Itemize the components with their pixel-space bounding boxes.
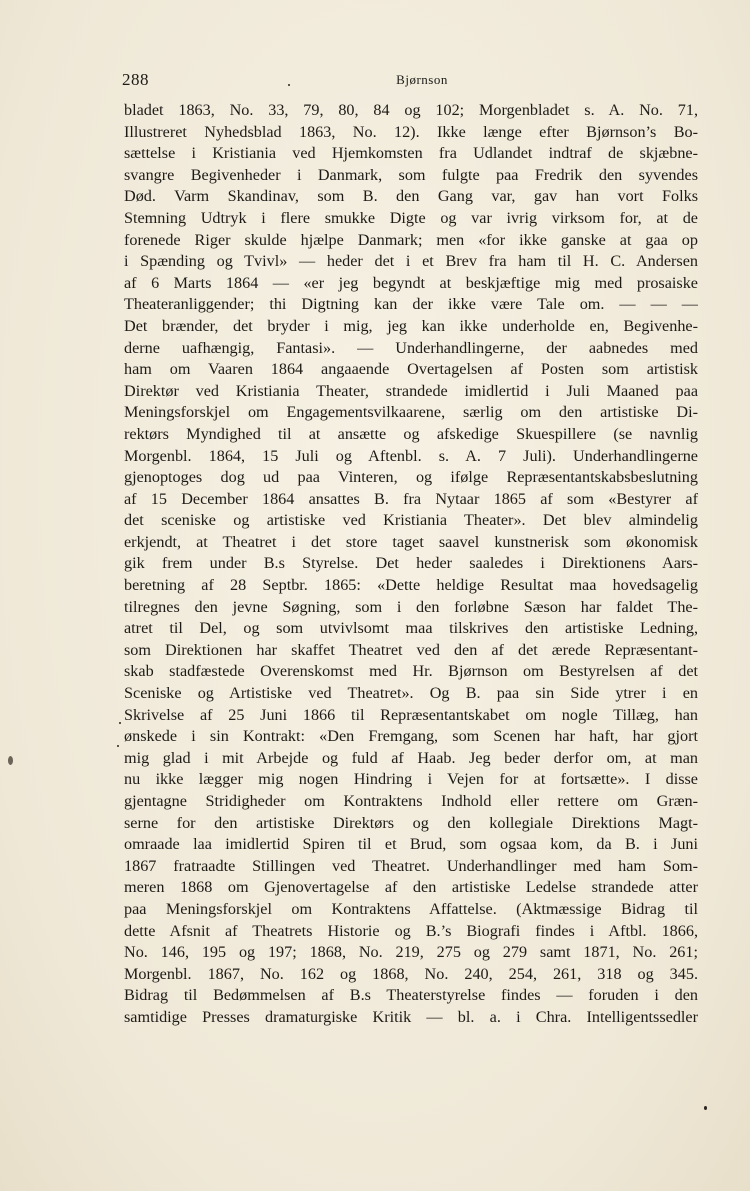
text-line: gjenoptoges dog ud paa Vinteren, og ifølge Repræsentantskabsbeslutning: [124, 468, 698, 487]
running-title: Bjørnson: [396, 72, 448, 87]
text-line: Sceniske og Artistiske ved Theatret». Og B. paa sin Side ytrer i en: [124, 684, 698, 703]
print-speck: [117, 745, 119, 747]
text-line: forenede Riger skulde hjælpe Danmark; men «for ikke ganske at gaa op: [124, 230, 698, 249]
text-line: paa Meningsforskjel om Kontraktens Affattelse. (Aktmæssige Bidrag til: [124, 899, 698, 918]
text-line: serne for den artistiske Direktørs og den kollegiale Direktions Magt-: [124, 813, 698, 832]
print-speck: [288, 84, 290, 86]
print-speck: [704, 1106, 707, 1110]
text-line: Stemning Udtryk i flere smukke Digte og var ivrig virksom for, at de: [124, 208, 698, 227]
text-line: erkjendt, at Theatret i det store taget saavel kunstnerisk som økonomisk: [124, 532, 698, 551]
text-line: af 15 December 1864 ansattes B. fra Nytaar 1865 af som «Bestyrer af: [124, 489, 698, 508]
text-line: meren 1868 om Gjenovertagelse af den artistiske Ledelse strandede atter: [124, 878, 698, 897]
text-line: Skrivelse af 25 Juni 1866 til Repræsentantskabet om nogle Tillæg, han: [124, 705, 698, 724]
text-line: ønskede i sin Kontrakt: «Den Fremgang, som Scenen har haft, har gjort: [124, 727, 698, 746]
text-line: Direktør ved Kristiania Theater, strandede imidlertid i Juli Maaned paa: [124, 381, 698, 400]
page-header: [122, 70, 698, 94]
text-line: Morgenbl. 1867, No. 162 og 1868, No. 240, 254, 261, 318 og 345.: [124, 964, 698, 983]
text-line: ham om Vaaren 1864 angaaende Overtagelsen af Posten som artistisk: [124, 360, 698, 379]
text-line: bladet 1863, No. 33, 79, 80, 84 og 102; Morgenbladet s. A. No. 71,: [124, 101, 698, 119]
text-line: gjentagne Stridigheder om Kontraktens Indhold eller rettere om Græn-: [124, 792, 698, 810]
body-text: [124, 100, 698, 1029]
text-line: skab stadfæstede Overenskomst med Hr. Bjørnson om Bestyrelsen af det: [124, 662, 698, 681]
print-speck: [8, 756, 13, 765]
text-line: Bidrag til Bedømmelsen af B.s Theaterstyrelse findes — foruden i den: [124, 986, 698, 1005]
text-line: mig glad i mit Arbejde og fuld af Haab. Jeg beder derfor om, at man: [124, 748, 698, 767]
text-line: Meningsforskjel om Engagementsvilkaarene, særlig om den artistiske Di-: [124, 403, 698, 422]
text-line: omraade laa imidlertid Spiren til et Brud, som ogsaa kom, da B. i Juni: [124, 835, 698, 854]
text-line: Død. Varm Skandinav, som B. den Gang var, gav han vort Folks: [124, 187, 698, 206]
text-line: Theateranliggender; thi Digtning kan der ikke være Tale om. — — —: [124, 295, 698, 314]
text-line: gik frem under B.s Styrelse. Det heder saaledes i Direktionens Aars-: [124, 554, 698, 573]
text-line: dette Afsnit af Theatrets Historie og B.’s Biografi findes i Aftbl. 1866,: [124, 921, 698, 940]
text-line: atret til Del, og som utvivlsomt maa tilskrives den artistiske Ledning,: [124, 619, 698, 638]
text-line: som Direktionen har skaffet Theatret ved den af det ærede Repræsentant-: [124, 640, 698, 659]
text-line: svangre Begivenheder i Danmark, som fulgte paa Fredrik den syvendes: [124, 165, 698, 184]
text-line: No. 146, 195 og 197; 1868, No. 219, 275 og 279 samt 1871, No. 261;: [124, 943, 698, 962]
text-line: Det brænder, det bryder i mig, jeg kan ikke underholde en, Begivenhe-: [124, 316, 698, 335]
print-speck: [119, 722, 121, 724]
text-line: i Spænding og Tvivl» — heder det i et Brev fra ham til H. C. Andersen: [124, 252, 698, 271]
text-line: af 6 Marts 1864 — «er jeg begyndt at beskjæftige mig med prosaiske: [124, 273, 698, 292]
text-line: nu ikke lægger mig nogen Hindring i Vejen for at fortsætte». I disse: [124, 770, 698, 789]
text-line: 1867 fratraadte Stillingen ved Theatret. Underhandlinger med ham Som-: [124, 856, 698, 875]
text-line: derne uafhængig, Fantasi». — Underhandlingerne, der aabnedes med: [124, 338, 698, 357]
text-line: tilregnes den jevne Søgning, som i den forløbne Sæson har faldet The-: [124, 597, 698, 616]
text-line: beretning af 28 Septbr. 1865: «Dette heldige Resultat maa hovedsagelig: [124, 576, 698, 595]
text-line: Illustreret Nyhedsblad 1863, No. 12). Ikke længe efter Bjørnson’s Bo-: [124, 122, 698, 141]
text-line: Morgenbl. 1864, 15 Juli og Aftenbl. s. A. 7 Juli). Underhandlingerne: [124, 446, 698, 465]
text-line: sættelse i Kristiania ved Hjemkomsten fra Udlandet indtraf de skjæbne-: [124, 144, 698, 163]
text-line: samtidige Presses dramaturgiske Kritik — bl. a. i Chra. Intelligentssedler: [124, 1007, 698, 1026]
text-line: det sceniske og artistiske ved Kristiania Theater». Det blev almindelig: [124, 511, 698, 530]
page-number: 288: [122, 70, 149, 89]
text-line: rektørs Myndighed til at ansætte og afskedige Skuespillere (se navnlig: [124, 424, 698, 443]
